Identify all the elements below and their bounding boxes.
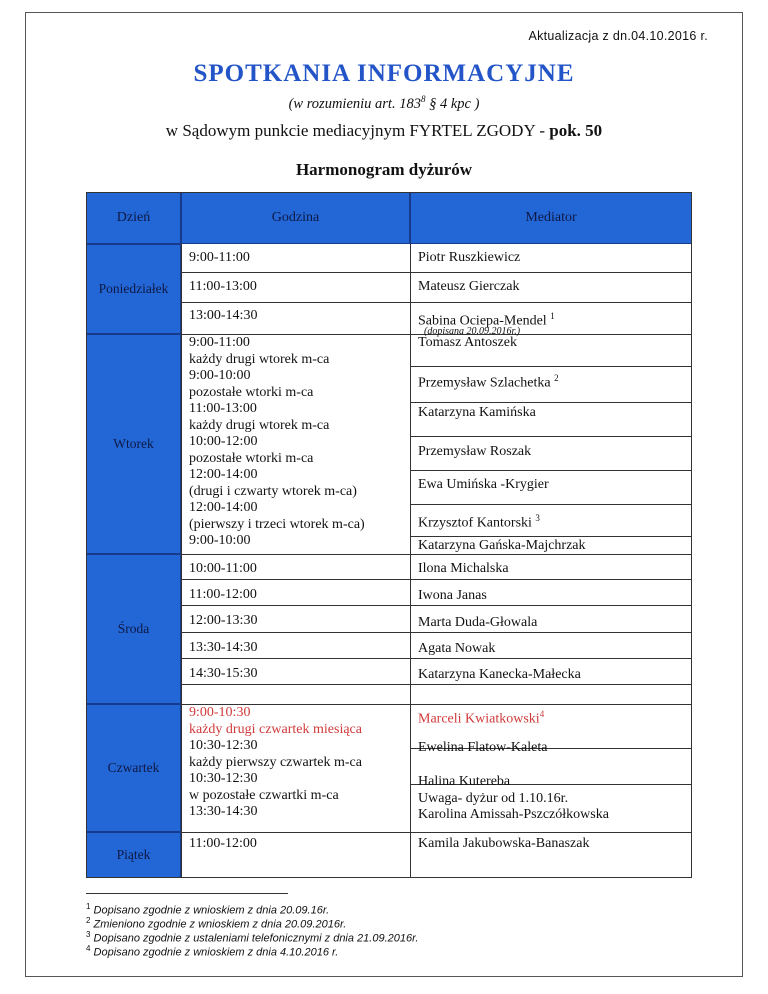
tuesday-mediator-3: Katarzyna Kamińska (418, 405, 536, 420)
day-wednesday: Środa (86, 554, 181, 704)
wednesday-time-4: 12:00-13:30 (189, 613, 258, 628)
thursday-mediator-1: Marceli Kwiatkowski$^4$ (418, 709, 545, 727)
wednesday-time-1: 9:00-10:00 (189, 533, 251, 548)
wednesday-time-2: 10:00-11:00 (189, 561, 257, 576)
thursday-mediator-3-note: Uwaga- dyżur od 1.10.16r. (418, 790, 569, 806)
page-title: SPOTKANIA INFORMACYJNE (193, 60, 575, 87)
monday-mediator-3-note: (dopisana 20.09.2016r.) (424, 326, 521, 337)
wednesday-mediator-6: Katarzyna Kanecka-Małecka (418, 667, 581, 682)
schedule-title: Harmonogram dyżurów (295, 160, 473, 179)
monday-time-2: 11:00-13:00 (189, 279, 257, 294)
wednesday-mediator-3: Iwona Janas (418, 588, 487, 603)
friday-mediator: Kamila Jakubowska-Banaszak (418, 836, 590, 851)
wednesday-time-6: 14:30-15:30 (189, 666, 258, 681)
monday-mediator-1: Piotr Ruszkiewicz (418, 250, 521, 265)
day-tuesday: Wtorek (86, 334, 181, 554)
day-friday: Piątek (86, 832, 181, 878)
tuesday-times: 9:00-11:00 każdy drugi wtorek m-ca 9:00-10:00 pozostałe wtorki m-ca 11:00-13:00 każdy drugi wtorek m-ca 10:00-12:00 pozostałe wtorki m-ca 12:00-14:00 (drugi i czwarty wtorek m-ca) 12:00-14:00 (pierwszy i trzeci wtorek m-ca) (189, 335, 365, 532)
monday-mediator-2: Mateusz Gierczak (418, 279, 520, 294)
friday-time: 11:00-12:00 (189, 836, 257, 851)
tuesday-mediator-1: Tomasz Antoszek (418, 335, 517, 350)
monday-mediator-3: Sabina Ociepa-Mendel $^1$ (418, 311, 555, 329)
room-number: pok. 50 (549, 121, 603, 140)
update-date: Aktualizacja z dn.04.10.2016 r. (528, 29, 708, 43)
location-line: w Sądowym punkcie mediacyjnym FYRTEL ZGODY - pok. 50 (165, 121, 603, 140)
tuesday-mediator-4: Przemysław Roszak (418, 444, 532, 459)
col-header-day: Dzień (86, 192, 181, 244)
col-header-time: Godzina (181, 192, 410, 244)
tuesday-mediator-2: Przemysław Szlachetka $^2$ (418, 373, 559, 391)
wednesday-time-3: 11:00-12:00 (189, 587, 257, 602)
footnote-3: $^3$ Dopisano zgodnie z ustaleniami telefonicznymi z dnia 21.09.2016r. (86, 930, 419, 945)
thursday-mediator-2: Ewelina Flatow-Kaleta (418, 740, 548, 755)
monday-time-1: 9:00-11:00 (189, 250, 250, 265)
wednesday-time-5: 13:30-14:30 (189, 640, 258, 655)
wednesday-mediator-1: Katarzyna Gańska-Majchrzak (418, 538, 586, 553)
footnote-separator (86, 893, 288, 894)
page-subtitle: (w rozumieniu art. $183^8$ § 4 kpc ) (288, 94, 480, 112)
schedule-table (86, 192, 692, 878)
day-thursday: Czwartek (86, 704, 181, 832)
thursday-times: 9:00-10:30 każdy drugi czwartek miesiąca 10:30-12:30 każdy pierwszy czwartek m-ca 10:30-12:30 w pozostałe czwartki m-ca 13:30-14:30 (189, 705, 362, 819)
col-header-mediator: Mediator (410, 192, 692, 244)
monday-time-3: 13:00-14:30 (189, 308, 258, 323)
footnote-4: $^4$ Dopisano zgodnie z wnioskiem z dnia 4.10.2016 r. (86, 944, 339, 959)
wednesday-mediator-5: Agata Nowak (418, 641, 496, 656)
footnote-1: $^1$ Dopisano zgodnie z wnioskiem z dnia 20.09.16r. (86, 902, 330, 917)
wednesday-mediator-4: Marta Duda-Głowala (418, 615, 538, 630)
day-monday: Poniedziałek (86, 244, 181, 334)
tuesday-mediator-6: Krzysztof Kantorski $^3$ (418, 513, 540, 531)
wednesday-mediator-2: Ilona Michalska (418, 561, 509, 576)
footnote-2: $^2$ Zmieniono zgodnie z wnioskiem z dnia 20.09.2016r. (86, 916, 347, 931)
thursday-mediator-3: Halina Kutereba Uwaga- dyżur od 1.10.16r. Karolina Amissah-Pszczółkowska (418, 774, 609, 822)
tuesday-mediator-5: Ewa Umińska -Krygier (418, 477, 549, 492)
